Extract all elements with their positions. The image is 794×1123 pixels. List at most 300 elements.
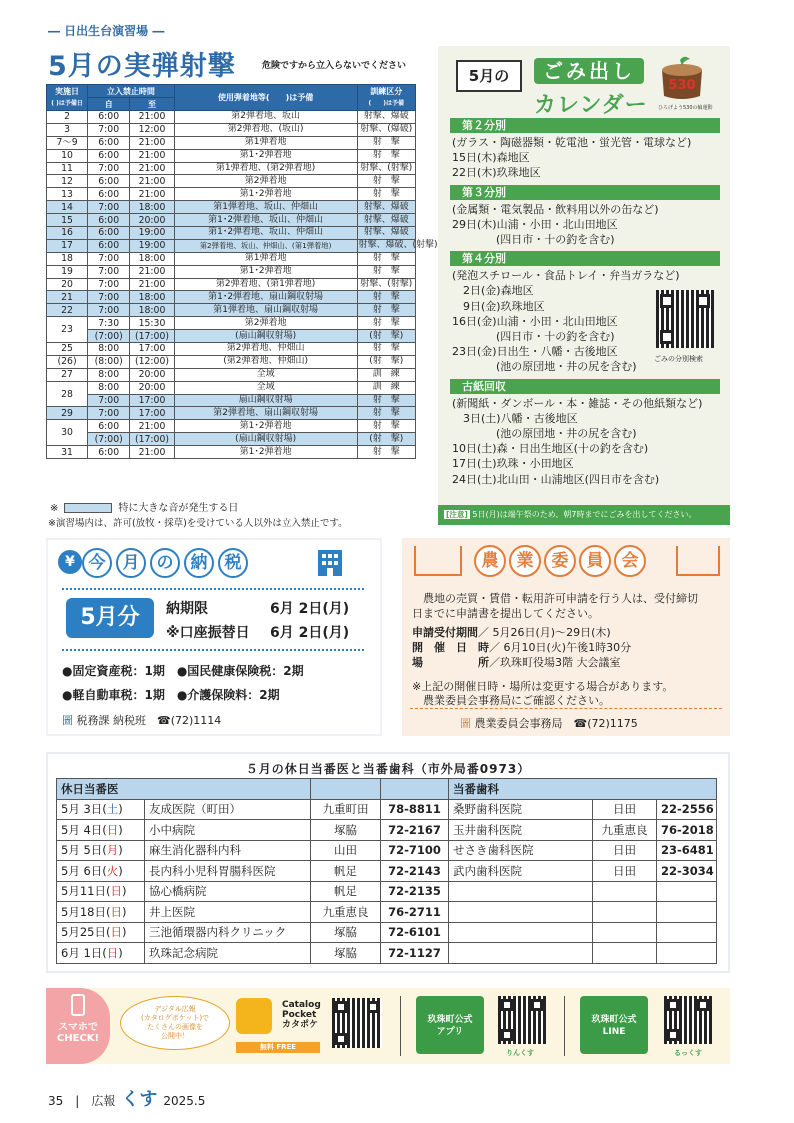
- firing-cell-k: 射撃、爆破: [357, 227, 415, 240]
- official-app-label[interactable]: 玖珠町公式 アプリ: [416, 996, 484, 1054]
- doctor-tel: 72-6101: [381, 922, 449, 943]
- firing-cell-t: 21:00: [130, 420, 174, 433]
- doctor-dtel: [657, 902, 717, 923]
- firing-cell-f: 7:00: [88, 265, 130, 278]
- firing-cell-a: 第1･2弾着地、坂山、仲畑山: [174, 214, 357, 227]
- doctor-row: [57, 861, 717, 882]
- firing-cell-a: (第2弾着地、仲畑山): [174, 355, 357, 368]
- doctor-dtel: 22-3034: [657, 861, 717, 882]
- doctor-dtel: 23-6481: [657, 840, 717, 861]
- firing-cell-k: 射 撃: [357, 420, 415, 433]
- firing-row: [47, 252, 416, 265]
- doctor-dtel: 22-2556: [657, 799, 717, 820]
- firing-cell-f: 6:00: [88, 420, 130, 433]
- tax-items-2: ●軽自動車税：1期 ●介護保険料：2期: [62, 688, 280, 702]
- doctor-date: 5月11日(日): [57, 881, 145, 902]
- doctor-tel: 76-2711: [381, 902, 449, 923]
- garbage-month: 5月の: [456, 60, 522, 92]
- firing-row: [47, 239, 416, 252]
- agri-title-char: 員: [579, 545, 611, 577]
- firing-cell-f: 7:30: [88, 317, 130, 330]
- firing-cell-k: 射 撃: [357, 394, 415, 407]
- firing-cell-d: 2: [47, 111, 88, 124]
- agri-title-char: 業: [509, 545, 541, 577]
- firing-cell-f: 6:00: [88, 214, 130, 227]
- firing-cell-a: 第1･2弾着地: [174, 420, 357, 433]
- firing-cell-d: 20: [47, 278, 88, 291]
- firing-cell-a: 第1･2弾着地、坂山、仲畑山: [174, 227, 357, 240]
- firing-cell-k: 訓 練: [357, 368, 415, 381]
- firing-cell-t: 21:00: [130, 162, 174, 175]
- doctor-name: 井上医院: [145, 902, 311, 923]
- doctor-tel: 72-2135: [381, 881, 449, 902]
- firing-cell-a: 第2弾着地、坂山: [174, 111, 357, 124]
- firing-row: [47, 291, 416, 304]
- doctor-tel: 72-2143: [381, 861, 449, 882]
- agri-contact: 圖 農業委員会事務局 ☎(72)1175: [460, 717, 638, 730]
- firing-cell-t: 17:00: [130, 407, 174, 420]
- firing-cell-t: 21:00: [130, 188, 174, 201]
- garbage-title: ごみ出し: [534, 58, 644, 84]
- doctor-tel: 72-7100: [381, 840, 449, 861]
- firing-cell-a: 第1･2弾着地、扇山鋼収射場: [174, 291, 357, 304]
- firing-schedule-table: [46, 84, 438, 459]
- firing-cell-a: 第2弾着地、坂山、仲畑山、(第1弾着地): [174, 239, 357, 252]
- firing-cell-k: 射 撃: [357, 446, 415, 459]
- firing-cell-f: (8:00): [88, 355, 130, 368]
- firing-warning: 危険ですから立入らないでください: [262, 61, 407, 71]
- doctor-name: 長内科小児科胃腸科医院: [145, 861, 311, 882]
- firing-cell-k: 射 撃: [357, 265, 415, 278]
- firing-cell-f: 7:00: [88, 407, 130, 420]
- office-icon: 圖: [460, 717, 471, 730]
- garbage-qr-code[interactable]: [656, 290, 714, 348]
- garbage-section-header: 第２分別: [450, 118, 720, 133]
- firing-cell-a: 第2弾着地: [174, 317, 357, 330]
- firing-cell-d: 28: [47, 381, 88, 407]
- garbage-schedule-line: (発泡スチロール・食品トレイ・弁当ガラなど): [452, 269, 680, 283]
- firing-cell-f: 7:00: [88, 252, 130, 265]
- firing-cell-f: (7:00): [88, 433, 130, 446]
- firing-cell-a: (扇山鋼収射場): [174, 330, 357, 343]
- doctor-date: 5月 4日(日): [57, 820, 145, 841]
- tax-items-1: ●固定資産税：1期 ●国民健康保険税：2期: [62, 664, 304, 678]
- doctor-row: [57, 799, 717, 820]
- official-line-label[interactable]: 玖珠町公式 LINE: [580, 996, 648, 1054]
- firing-cell-t: 21:00: [130, 278, 174, 291]
- doctors-table: [56, 778, 717, 964]
- firing-row: [47, 420, 416, 433]
- firing-cell-a: 第2弾着地: [174, 175, 357, 188]
- official-app-qr-code[interactable]: [498, 996, 546, 1044]
- doctor-dtel: 76-2018: [657, 820, 717, 841]
- garbage-schedule-line: 2日(金)森地区: [452, 284, 534, 298]
- agri-note-1: ※上記の開催日時・場所は変更する場合があります。: [412, 680, 674, 693]
- firing-cell-f: 6:00: [88, 227, 130, 240]
- firing-row: [47, 407, 416, 420]
- doctor-darea: 九重恵良: [593, 820, 657, 841]
- header-to: 至: [130, 98, 174, 111]
- firing-cell-t: 19:00: [130, 227, 174, 240]
- firing-cell-t: 17:00: [130, 394, 174, 407]
- doctor-area: 山田: [311, 840, 381, 861]
- doctor-dname: [449, 902, 593, 923]
- firing-cell-f: 6:00: [88, 136, 130, 149]
- vegetable-crate-icon: [676, 546, 720, 576]
- office-icon: 圖: [62, 714, 73, 727]
- firing-note-highlight: ※ 特に大きな音が発生する日: [50, 503, 239, 514]
- doctor-name: 麻生消化器科内科: [145, 840, 311, 861]
- firing-cell-d: 16: [47, 227, 88, 240]
- firing-cell-a: 第1･2弾着地: [174, 188, 357, 201]
- garbage-schedule-line: (池の原団地・井の尻を含む): [452, 360, 637, 374]
- catalog-pocket-bubble: デジタル広報 (カタログポケット)で たくさんの画像を 公開中！: [120, 996, 230, 1050]
- firing-cell-k: 射 撃: [357, 149, 415, 162]
- phone-icon: ☎: [573, 717, 588, 730]
- garbage-schedule-line: 22日(木)玖珠地区: [452, 166, 541, 180]
- firing-cell-d: 22: [47, 304, 88, 317]
- header-dentist: 当番歯科: [449, 779, 717, 800]
- doctor-area: 帆足: [311, 861, 381, 882]
- doctor-name: 小中病院: [145, 820, 311, 841]
- firing-cell-d: 17: [47, 239, 88, 252]
- firing-cell-t: 15:30: [130, 317, 174, 330]
- firing-row: [47, 227, 416, 240]
- firing-cell-f: 7:00: [88, 123, 130, 136]
- agri-divider: [410, 708, 722, 709]
- doctor-area: 塚脇: [311, 943, 381, 964]
- agri-body-1: 農地の売買・賃借・転用許可申請を行う人は、受付締切: [412, 592, 698, 605]
- 530-stump-logo: [654, 56, 710, 100]
- firing-cell-d: (26): [47, 355, 88, 368]
- doctor-area: 九重町田: [311, 799, 381, 820]
- firing-cell-a: 第1･2弾着地: [174, 446, 357, 459]
- doctor-dname: 玉井歯科医院: [449, 820, 593, 841]
- firing-row: [47, 149, 416, 162]
- firing-cell-d: 15: [47, 214, 88, 227]
- garbage-schedule-line: 9日(金)玖珠地区: [452, 299, 545, 313]
- doctor-area: 帆足: [311, 881, 381, 902]
- garbage-schedule-line: 29日(木)山浦・小田・北山田地区: [452, 217, 618, 231]
- doctor-row: [57, 943, 717, 964]
- firing-cell-d: 11: [47, 162, 88, 175]
- firing-row: [47, 381, 416, 394]
- firing-row: [47, 304, 416, 317]
- garbage-schedule-line: 16日(金)山浦・小田・北山田地区: [452, 314, 618, 328]
- tax-title: [82, 548, 248, 578]
- firing-cell-a: 第1･2弾着地: [174, 265, 357, 278]
- firing-cell-f: 6:00: [88, 188, 130, 201]
- firing-cell-a: 扇山鋼収射場: [174, 394, 357, 407]
- firing-subtitle: ― 日出生台演習場 ―: [48, 24, 165, 38]
- doctor-dname: 桑野歯科医院: [449, 799, 593, 820]
- firing-cell-d: 25: [47, 343, 88, 356]
- doctor-row: [57, 820, 717, 841]
- firing-cell-t: 21:00: [130, 265, 174, 278]
- garbage-subtitle: カレンダー: [534, 93, 648, 118]
- firing-cell-f: 8:00: [88, 381, 130, 394]
- garbage-schedule-line: (ガラス・陶磁器類・乾電池・蛍光管・電球など): [452, 136, 692, 149]
- firing-cell-d: 10: [47, 149, 88, 162]
- doctor-date: 5月 5日(月): [57, 840, 145, 861]
- doctor-dname: 武内歯科医院: [449, 861, 593, 882]
- firing-cell-k: 射撃、爆破、(射撃): [358, 240, 438, 251]
- doctor-darea: [593, 902, 657, 923]
- doctor-area: 九重恵良: [311, 902, 381, 923]
- firing-cell-k: (射 撃): [357, 355, 415, 368]
- firing-cell-d: 27: [47, 368, 88, 381]
- svg-text:530: 530: [668, 78, 696, 93]
- firing-cell-k: 射撃、(爆破): [357, 123, 415, 136]
- firing-row: [47, 317, 416, 330]
- firing-cell-t: 12:00: [130, 123, 174, 136]
- doctor-name: 協心橋病院: [145, 881, 311, 902]
- official-line-qr-code[interactable]: [664, 996, 712, 1044]
- firing-cell-f: 7:00: [88, 162, 130, 175]
- doctor-name: 玖珠記念病院: [145, 943, 311, 964]
- firing-cell-f: 8:00: [88, 343, 130, 356]
- firing-cell-a: 第1･2弾着地: [174, 149, 357, 162]
- catalog-pocket-free: 無料 FREE: [236, 1042, 320, 1053]
- garbage-schedule-line: 3日(土)八幡・古後地区: [452, 411, 578, 425]
- firing-cell-t: 21:00: [130, 175, 174, 188]
- firing-cell-a: 第1弾着地、坂山、仲畑山: [174, 201, 357, 214]
- doctor-area: 塚脇: [311, 820, 381, 841]
- firing-cell-k: 射撃、(射撃): [357, 278, 415, 291]
- firing-cell-k: 射撃、(射撃): [357, 162, 415, 175]
- smartphone-icon: [71, 994, 85, 1016]
- firing-row: [47, 265, 416, 278]
- firing-row: [47, 446, 416, 459]
- firing-cell-k: 射 撃: [357, 317, 415, 330]
- garbage-schedule-line: 17日(土)玖珠・小田地区: [452, 457, 574, 471]
- firing-cell-d: 12: [47, 175, 88, 188]
- firing-cell-d: 23: [47, 317, 88, 343]
- doctor-date: 6月 1日(日): [57, 943, 145, 964]
- divider: [564, 996, 565, 1056]
- garbage-note: [注意] 5日(月)は端午祭のため、朝7時までにごみを出してください。: [438, 505, 730, 525]
- firing-row: [47, 433, 416, 446]
- doctor-date: 5月 3日(土): [57, 799, 145, 820]
- firing-cell-k: 射 撃: [357, 407, 415, 420]
- firing-cell-d: 21: [47, 291, 88, 304]
- agri-title-char: 農: [474, 545, 506, 577]
- doctor-tel: 72-1127: [381, 943, 449, 964]
- doctor-date: 5月25日(日): [57, 922, 145, 943]
- tax-contact: 圖 税務課 納税班 ☎(72)1114: [62, 714, 222, 727]
- firing-cell-d: 31: [47, 446, 88, 459]
- firing-row: [47, 175, 416, 188]
- vegetable-crate-icon: [414, 546, 462, 576]
- yen-icon: ¥: [58, 550, 82, 574]
- garbage-schedule-line: (新聞紙・ダンボール・本・雑誌・その他紙類など): [452, 396, 703, 410]
- garbage-schedule-line: 24日(土)北山田・山浦地区(四日市を含む): [452, 472, 660, 486]
- firing-cell-t: 18:00: [130, 201, 174, 214]
- firing-cell-t: (12:00): [130, 355, 174, 368]
- agri-place: 場 所／玖珠町役場3階 大会議室: [412, 656, 621, 669]
- doctor-tel: 78-8811: [381, 799, 449, 820]
- agri-title-char: 会: [614, 545, 646, 577]
- tax-title-char: 税: [218, 548, 248, 578]
- official-line-caption: るっくす: [674, 1049, 702, 1057]
- doctor-darea: 日田: [593, 840, 657, 861]
- firing-cell-f: 6:00: [88, 149, 130, 162]
- firing-row: [47, 394, 416, 407]
- firing-row: [47, 201, 416, 214]
- header-area: 使用弾着地等( )は予備: [174, 85, 357, 111]
- firing-cell-d: 3: [47, 123, 88, 136]
- firing-cell-t: (17:00): [130, 330, 174, 343]
- firing-cell-t: 21:00: [130, 149, 174, 162]
- firing-cell-d: 29: [47, 407, 88, 420]
- firing-cell-t: 21:00: [130, 136, 174, 149]
- phone-icon: ☎: [157, 714, 171, 727]
- tax-title-char: 今: [82, 548, 112, 578]
- firing-row: [47, 136, 416, 149]
- doctor-date: 5月18日(日): [57, 902, 145, 923]
- firing-cell-a: 第2弾着地、仲畑山: [174, 343, 357, 356]
- magazine-name: くす: [121, 1089, 158, 1110]
- firing-cell-t: 20:00: [130, 214, 174, 227]
- firing-cell-a: 第2弾着地、扇山鋼収射場: [174, 407, 357, 420]
- firing-cell-a: (扇山鋼収射場): [174, 433, 357, 446]
- firing-cell-k: 射撃、爆破: [357, 201, 415, 214]
- header-date: 実施日 ( )は予備日: [47, 85, 88, 111]
- garbage-qr-caption: ごみの分別検索: [654, 355, 703, 363]
- firing-cell-a: 全域: [174, 368, 357, 381]
- doctor-dtel: [657, 881, 717, 902]
- agri-note-2: 農業委員会事務局にご確認ください。: [412, 694, 610, 707]
- firing-cell-k: 射 撃: [357, 343, 415, 356]
- firing-cell-a: 第2弾着地、(第1弾着地): [174, 278, 357, 291]
- firing-cell-d: 18: [47, 252, 88, 265]
- firing-cell-a: 全域: [174, 381, 357, 394]
- firing-row: [47, 214, 416, 227]
- firing-cell-t: 18:00: [130, 291, 174, 304]
- agri-body-2: 日までに申請書を提出してください。: [412, 607, 599, 620]
- tax-transfer-date: ※口座振替日 6月 2日(月): [166, 625, 350, 641]
- divider: [400, 996, 401, 1056]
- firing-cell-k: 射 撃: [357, 291, 415, 304]
- firing-cell-a: 第1弾着地: [174, 252, 357, 265]
- agri-title: [474, 545, 646, 577]
- doctor-row: [57, 902, 717, 923]
- firing-cell-k: 射撃、爆破: [357, 111, 415, 124]
- firing-cell-k: 射 撃: [357, 136, 415, 149]
- firing-cell-f: 7:00: [88, 291, 130, 304]
- catalog-pocket-title: Catalog Pocket カタポケ: [282, 1000, 321, 1030]
- official-app-caption: りんくす: [506, 1049, 534, 1057]
- tax-title-char: 月: [116, 548, 146, 578]
- garbage-schedule-line: 10日(土)森・日出生地区(十の釣を含む): [452, 442, 649, 456]
- tax-divider: [62, 588, 364, 590]
- firing-note-restriction: ※演習場内は、許可(放牧・採草)を受けている人以外は立入禁止です。: [48, 518, 348, 529]
- page-footer: 35 | 広報 くす 2025.5: [48, 1089, 206, 1110]
- garbage-section-header: 第３分別: [450, 185, 720, 200]
- firing-cell-k: (射 撃): [357, 433, 415, 446]
- doctors-title: ５月の休日当番医と当番歯科（市外局番0973）: [245, 762, 531, 776]
- firing-cell-a: 第1弾着地: [174, 136, 357, 149]
- highlight-swatch: [64, 503, 112, 513]
- firing-cell-t: 21:00: [130, 111, 174, 124]
- firing-title: 5月の実弾射撃: [48, 51, 236, 82]
- firing-row: [47, 278, 416, 291]
- header-from: 自: [88, 98, 130, 111]
- firing-cell-f: 7:00: [88, 394, 130, 407]
- firing-cell-f: 8:00: [88, 368, 130, 381]
- building-icon: [318, 550, 342, 576]
- firing-cell-a: 第1弾着地、扇山鋼収射場: [174, 304, 357, 317]
- firing-cell-d: 14: [47, 201, 88, 214]
- smartphone-check-badge: スマホで CHECK!: [46, 988, 110, 1064]
- firing-cell-f: 6:00: [88, 111, 130, 124]
- garbage-schedule-line: 15日(木)森地区: [452, 151, 530, 165]
- firing-cell-t: (17:00): [130, 433, 174, 446]
- agri-period: 申請受付期間／ 5月26日(月)〜29日(木): [412, 626, 611, 639]
- firing-cell-d: 13: [47, 188, 88, 201]
- header-type: 訓練区分 ( )は予備: [357, 85, 415, 111]
- firing-cell-f: 6:00: [88, 175, 130, 188]
- firing-cell-t: 19:00: [130, 239, 174, 252]
- tax-month-badge: 5月分: [66, 598, 154, 638]
- doctor-dtel: [657, 943, 717, 964]
- firing-row: [47, 162, 416, 175]
- doctor-name: 三池循環器内科クリニック: [145, 922, 311, 943]
- firing-cell-f: 7:00: [88, 201, 130, 214]
- doctor-dtel: [657, 922, 717, 943]
- firing-cell-f: 7:00: [88, 304, 130, 317]
- doctor-darea: [593, 922, 657, 943]
- firing-cell-t: 21:00: [130, 446, 174, 459]
- doctor-row: [57, 881, 717, 902]
- header-holiday-doctor: 休日当番医: [57, 779, 311, 800]
- firing-cell-d: 30: [47, 420, 88, 446]
- tax-divider-2: [62, 649, 364, 651]
- firing-cell-d: 7〜9: [47, 136, 88, 149]
- agri-title-char: 委: [544, 545, 576, 577]
- tax-deadline: 納期限 6月 2日(月): [166, 601, 350, 617]
- doctor-date: 5月 6日(火): [57, 861, 145, 882]
- doctor-darea: [593, 881, 657, 902]
- doctor-darea: [593, 943, 657, 964]
- doctor-darea: 日田: [593, 861, 657, 882]
- doctor-dname: [449, 922, 593, 943]
- firing-cell-t: 20:00: [130, 368, 174, 381]
- garbage-section-header: 古紙回収: [450, 379, 720, 394]
- garbage-schedule-line: (池の原団地・井の尻を含む): [452, 427, 637, 440]
- firing-cell-f: 7:00: [88, 278, 130, 291]
- firing-cell-t: 18:00: [130, 252, 174, 265]
- firing-cell-f: 6:00: [88, 239, 130, 252]
- firing-cell-f: (7:00): [88, 330, 130, 343]
- garbage-schedule-line: (四日市・十の釣を含む): [452, 233, 615, 246]
- firing-cell-t: 20:00: [130, 381, 174, 394]
- firing-cell-a: 第1弾着地、(第2弾着地): [174, 162, 357, 175]
- doctor-dname: せさき歯科医院: [449, 840, 593, 861]
- catalog-pocket-logo: [236, 998, 272, 1034]
- firing-row: [47, 343, 416, 356]
- firing-row: [47, 330, 416, 343]
- catalog-pocket-qr-code[interactable]: [332, 998, 382, 1048]
- doctor-row: [57, 922, 717, 943]
- garbage-schedule-line: 23日(金)日出生・八幡・古後地区: [452, 345, 618, 359]
- firing-cell-a: 第2弾着地、(坂山): [174, 123, 357, 136]
- firing-cell-k: (射 撃): [357, 330, 415, 343]
- 530-logo-caption: ひろげよう530の輪運動: [658, 105, 713, 111]
- doctor-row: [57, 840, 717, 861]
- doctor-darea: 日田: [593, 799, 657, 820]
- tax-title-char: の: [150, 548, 180, 578]
